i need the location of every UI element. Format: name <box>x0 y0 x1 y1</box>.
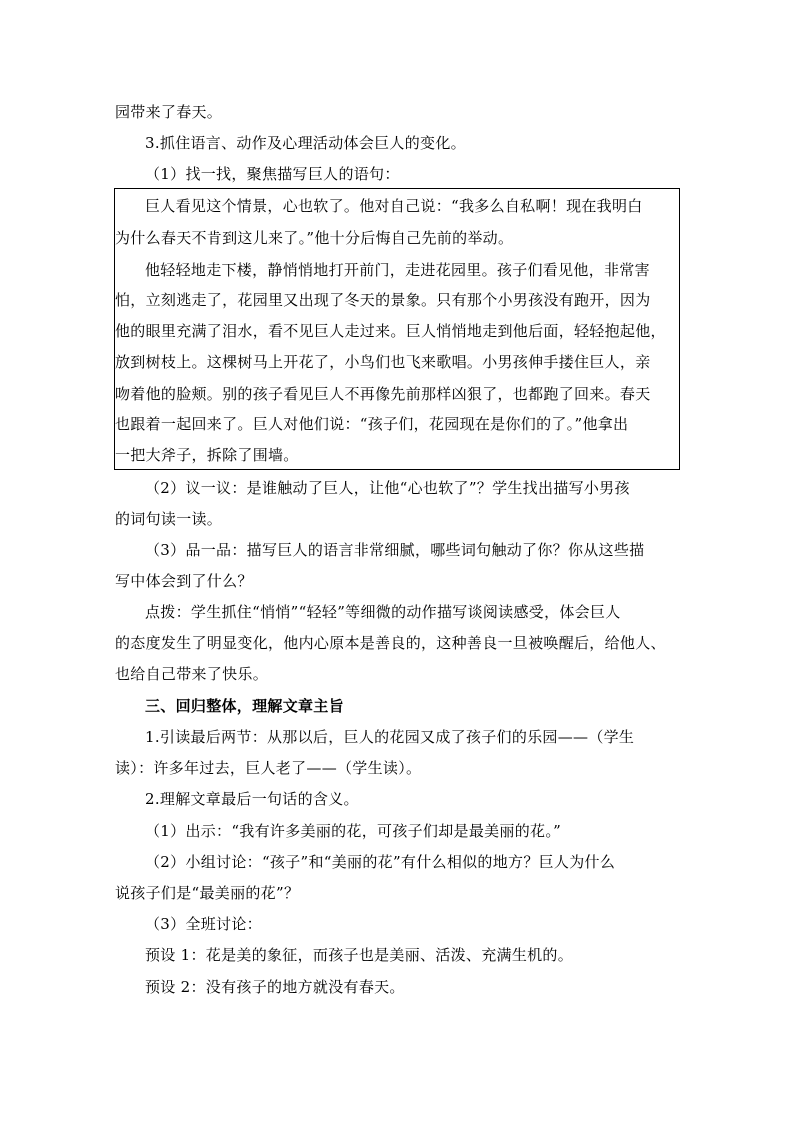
paragraph-line: （3）全班讨论： <box>145 915 262 933</box>
paragraph-line: 预设 1：花是美的象征，而孩子也是美丽、活泼、充满生机的。 <box>145 946 574 964</box>
paragraph-line: （2）小组讨论：“孩子”和“美丽的花”有什么相似的地方？巨人为什么 <box>145 853 616 871</box>
paragraph-line: 的词句读一读。 <box>115 510 223 528</box>
paragraph-line: （1）出示：“我有许多美丽的花，可孩子们却是最美丽的花。” <box>145 822 562 840</box>
quote-line: 为什么春天不肯到这儿来了。”他十分后悔自己先前的举动。 <box>115 229 514 247</box>
quote-line: 他轻轻地走下楼，静悄悄地打开前门，走进花园里。孩子们看见他，非常害 <box>145 261 650 279</box>
paragraph-line: 2.理解文章最后一句话的含义。 <box>145 790 359 808</box>
paragraph-line: 3.抓住语言、动作及心理活动体会巨人的变化。 <box>145 134 466 152</box>
section-heading: 三、回归整体，理解文章主旨 <box>145 697 344 715</box>
quote-line: 放到树枝上。这棵树马上开花了，小鸟们也飞来歌唱。小男孩伸手搂住巨人，亲 <box>115 353 651 371</box>
paragraph-line: 的态度发生了明显变化，他内心原本是善良的，这种善良一旦被唤醒后，给他人、 <box>115 634 666 652</box>
paragraph-line: 写中体会到了什么？ <box>115 572 253 590</box>
paragraph-line: （3）品一品：描写巨人的语言非常细腻，哪些词句触动了你？你从这些描 <box>145 541 645 559</box>
quote-line: 吻着他的脸颊。别的孩子看见巨人不再像先前那样凶狠了，也都跑了回来。春天 <box>115 385 651 403</box>
paragraph-line: 说孩子们是“最美丽的花”？ <box>115 884 300 902</box>
paragraph-line: 点拨：学生抓住“悄悄”“轻轻”等细微的动作描写谈阅读感受，体会巨人 <box>145 603 621 621</box>
paragraph-line: （2）议一议：是谁触动了巨人，让他“心也软了”？学生找出描写小男孩 <box>145 479 630 497</box>
paragraph-line: 园带来了春天。 <box>115 103 223 121</box>
paragraph-line: 1.引读最后两节：从那以后，巨人的花园又成了孩子们的乐园——（学生 <box>145 728 635 746</box>
paragraph-line: 读）：许多年过去，巨人老了——（学生读）。 <box>115 759 422 777</box>
paragraph-line: 也给自己带来了快乐。 <box>115 665 269 683</box>
quote-line: 巨人看见这个情景，心也软了。他对自己说：“我多么自私啊！现在我明白 <box>145 197 643 215</box>
paragraph-line: 预设 2：没有孩子的地方就没有春天。 <box>145 978 405 996</box>
quote-line: 怕，立刻逃走了，花园里又出现了冬天的景象。只有那个小男孩没有跑开，因为 <box>115 291 651 309</box>
quote-line: 也跟着一起回来了。巨人对他们说：“孩子们，花园现在是你们的了。”他拿出 <box>115 415 629 433</box>
quote-line: 一把大斧子，拆除了围墙。 <box>115 446 299 464</box>
quote-line: 他的眼里充满了泪水，看不见巨人走过来。巨人悄悄地走到他后面，轻轻抱起他， <box>115 322 666 340</box>
paragraph-line: （1）找一找，聚焦描写巨人的语句： <box>145 165 400 183</box>
